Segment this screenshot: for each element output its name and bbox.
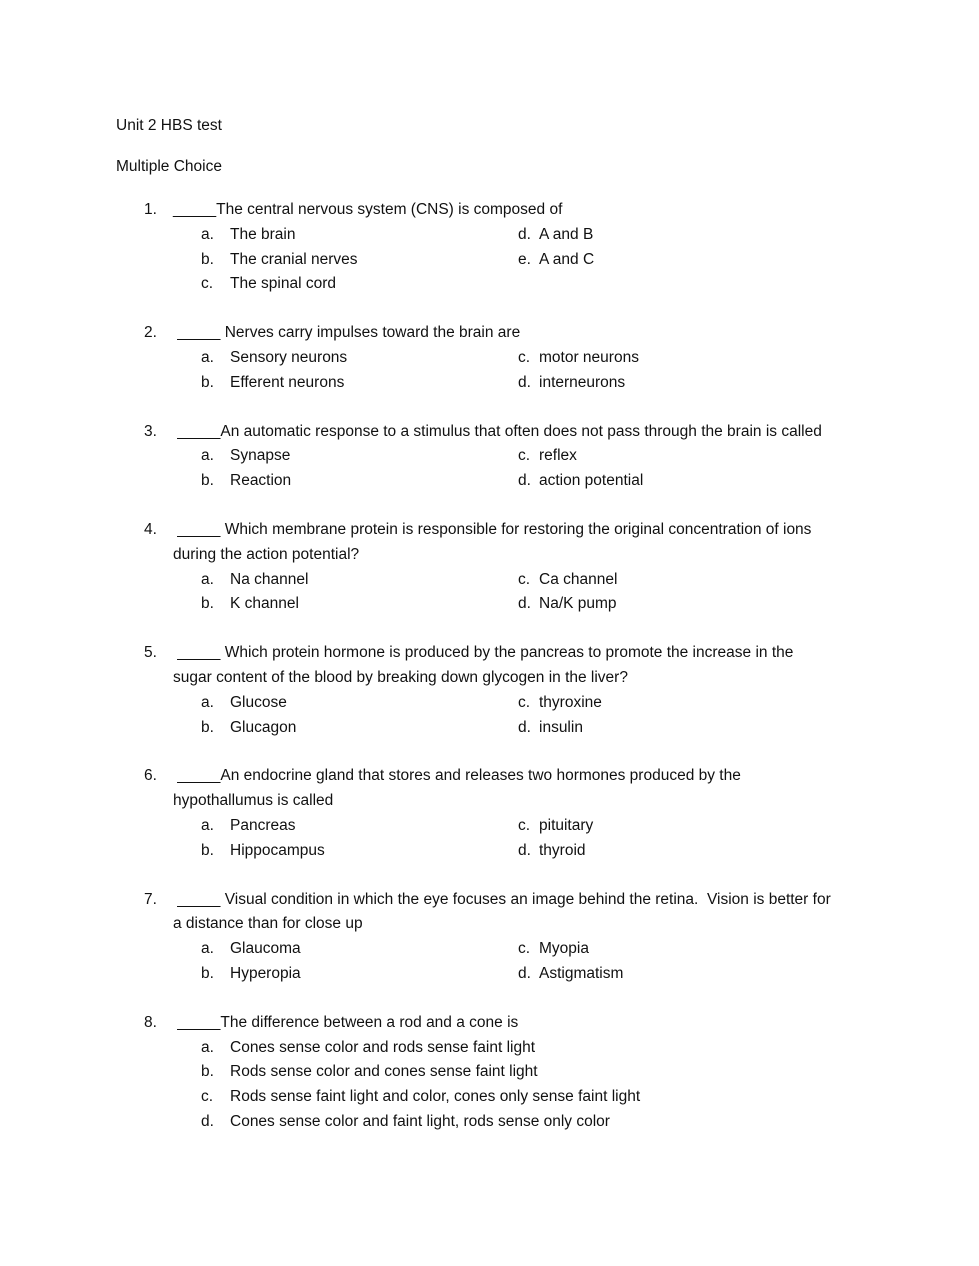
option-row bbox=[0, 1110, 979, 1135]
option-text: A and B bbox=[539, 225, 594, 243]
option-text: Ca channel bbox=[539, 570, 618, 588]
option-text: Glaucoma bbox=[230, 940, 301, 958]
question-number: 7. bbox=[144, 890, 157, 908]
option-row bbox=[0, 937, 979, 962]
question-number: 1. bbox=[144, 201, 157, 218]
question-8 bbox=[0, 1011, 979, 1135]
question-list bbox=[0, 198, 979, 1159]
option-text: The brain bbox=[230, 225, 296, 243]
question-number: 2. bbox=[144, 324, 157, 342]
option-row bbox=[0, 568, 979, 593]
option-letter: c. bbox=[518, 693, 531, 711]
question-text: _____The central nervous system (CNS) is composed of bbox=[173, 201, 563, 218]
option-text: Astigmatism bbox=[539, 964, 624, 982]
question-line bbox=[0, 198, 979, 223]
option-letter: a. bbox=[201, 816, 214, 834]
option-text: motor neurons bbox=[539, 348, 639, 366]
option-text: Hippocampus bbox=[230, 841, 325, 859]
option-text: Rods sense faint light and color, cones only sense faint light bbox=[230, 1088, 641, 1106]
option-row bbox=[0, 469, 979, 494]
option-text: Cones sense color and faint light, rods sense only color bbox=[230, 1112, 610, 1130]
option-text: A and C bbox=[539, 250, 595, 268]
question-text: _____An automatic response to a stimulus that often does not pass through the brain is called bbox=[173, 422, 822, 440]
option-text: Pancreas bbox=[230, 816, 296, 834]
question-text: during the action potential? bbox=[173, 545, 360, 563]
option-letter: b. bbox=[201, 841, 214, 859]
option-text: The cranial nerves bbox=[230, 250, 358, 268]
option-text: thyroxine bbox=[539, 693, 602, 711]
option-row bbox=[0, 592, 979, 617]
question-text: _____ Which protein hormone is produced by the pancreas to promote the increase in the bbox=[173, 644, 794, 662]
option-letter: c. bbox=[201, 275, 214, 293]
option-text: Myopia bbox=[539, 940, 589, 958]
option-letter: a. bbox=[201, 447, 214, 465]
option-letter: d. bbox=[518, 472, 531, 490]
question-number: 5. bbox=[144, 644, 157, 662]
option-letter: c. bbox=[518, 348, 531, 366]
option-text: Sensory neurons bbox=[230, 348, 348, 366]
question-line bbox=[0, 912, 979, 937]
question-number: 6. bbox=[144, 767, 157, 785]
option-letter: a. bbox=[201, 348, 214, 366]
option-row bbox=[0, 691, 979, 716]
question-text: hypothallumus is called bbox=[173, 792, 334, 810]
question-line bbox=[0, 666, 979, 691]
option-text: thyroid bbox=[539, 841, 586, 859]
question-line bbox=[0, 764, 979, 789]
option-letter: b. bbox=[201, 595, 214, 613]
option-letter: b. bbox=[201, 250, 214, 268]
option-text: interneurons bbox=[539, 373, 626, 391]
option-letter: a. bbox=[201, 225, 214, 243]
question-text: _____ Visual condition in which the eye focuses an image behind the retina. Vision is better for bbox=[173, 890, 831, 908]
option-text: Rods sense color and cones sense faint light bbox=[230, 1063, 538, 1081]
option-row bbox=[0, 1085, 979, 1110]
option-row bbox=[0, 223, 979, 248]
question-7 bbox=[0, 888, 979, 987]
question-6 bbox=[0, 764, 979, 863]
option-text: Na channel bbox=[230, 570, 309, 588]
option-letter: a. bbox=[201, 570, 214, 588]
option-text: Cones sense color and rods sense faint light bbox=[230, 1038, 536, 1056]
document-title: Unit 2 HBS test bbox=[116, 117, 222, 134]
option-letter: c. bbox=[201, 1088, 214, 1106]
option-text: reflex bbox=[539, 447, 577, 465]
option-row bbox=[0, 346, 979, 371]
option-text: pituitary bbox=[539, 816, 594, 834]
option-letter: b. bbox=[201, 718, 214, 736]
option-letter: e. bbox=[518, 250, 531, 268]
option-text: Efferent neurons bbox=[230, 373, 345, 391]
option-text: Hyperopia bbox=[230, 964, 301, 982]
option-text: Glucagon bbox=[230, 718, 297, 736]
question-line bbox=[0, 1011, 979, 1036]
option-letter: d. bbox=[518, 595, 531, 613]
question-4 bbox=[0, 518, 979, 617]
question-text: _____The difference between a rod and a cone is bbox=[173, 1013, 519, 1031]
question-text: _____ Nerves carry impulses toward the brain are bbox=[173, 324, 521, 342]
option-row bbox=[0, 962, 979, 987]
option-letter: a. bbox=[201, 940, 214, 958]
option-text: Synapse bbox=[230, 447, 291, 465]
question-number: 8. bbox=[144, 1013, 157, 1031]
option-letter: c. bbox=[518, 447, 531, 465]
question-1 bbox=[0, 198, 979, 297]
option-row bbox=[0, 272, 979, 297]
option-letter: d. bbox=[518, 373, 531, 391]
question-5 bbox=[0, 641, 979, 740]
option-text: Glucose bbox=[230, 693, 287, 711]
question-text: sugar content of the blood by breaking down glycogen in the liver? bbox=[173, 668, 628, 686]
option-letter: c. bbox=[518, 570, 531, 588]
option-text: insulin bbox=[539, 718, 583, 736]
option-letter: b. bbox=[201, 472, 214, 490]
question-3 bbox=[0, 420, 979, 494]
question-line bbox=[0, 518, 979, 543]
question-2 bbox=[0, 321, 979, 395]
question-line bbox=[0, 420, 979, 445]
option-letter: b. bbox=[201, 1063, 214, 1081]
section-title: Multiple Choice bbox=[116, 158, 222, 175]
option-letter: c. bbox=[518, 940, 531, 958]
option-row bbox=[0, 444, 979, 469]
option-text: Na/K pump bbox=[539, 595, 617, 613]
option-text: K channel bbox=[230, 595, 299, 613]
option-letter: d. bbox=[518, 718, 531, 736]
question-text: _____ Which membrane protein is responsible for restoring the original concentration of ions bbox=[173, 520, 812, 538]
question-text: a distance than for close up bbox=[173, 915, 363, 933]
question-line bbox=[0, 789, 979, 814]
option-row bbox=[0, 839, 979, 864]
option-letter: d. bbox=[518, 225, 531, 243]
option-letter: b. bbox=[201, 964, 214, 982]
option-row bbox=[0, 371, 979, 396]
option-text: The spinal cord bbox=[230, 275, 336, 293]
option-row bbox=[0, 814, 979, 839]
question-text: _____An endocrine gland that stores and releases two hormones produced by the bbox=[173, 767, 741, 785]
question-number: 3. bbox=[144, 422, 157, 440]
option-letter: d. bbox=[518, 841, 531, 859]
option-letter: b. bbox=[201, 373, 214, 391]
option-letter: d. bbox=[518, 964, 531, 982]
question-line bbox=[0, 888, 979, 913]
question-line bbox=[0, 543, 979, 568]
option-letter: d. bbox=[201, 1112, 214, 1130]
option-row bbox=[0, 716, 979, 741]
option-letter: c. bbox=[518, 816, 531, 834]
option-text: Reaction bbox=[230, 472, 292, 490]
question-line bbox=[0, 321, 979, 346]
question-number: 4. bbox=[144, 520, 157, 538]
option-row bbox=[0, 248, 979, 273]
option-row bbox=[0, 1060, 979, 1085]
option-text: action potential bbox=[539, 472, 644, 490]
option-letter: a. bbox=[201, 693, 214, 711]
option-letter: a. bbox=[201, 1038, 214, 1056]
option-row bbox=[0, 1036, 979, 1061]
question-line bbox=[0, 641, 979, 666]
